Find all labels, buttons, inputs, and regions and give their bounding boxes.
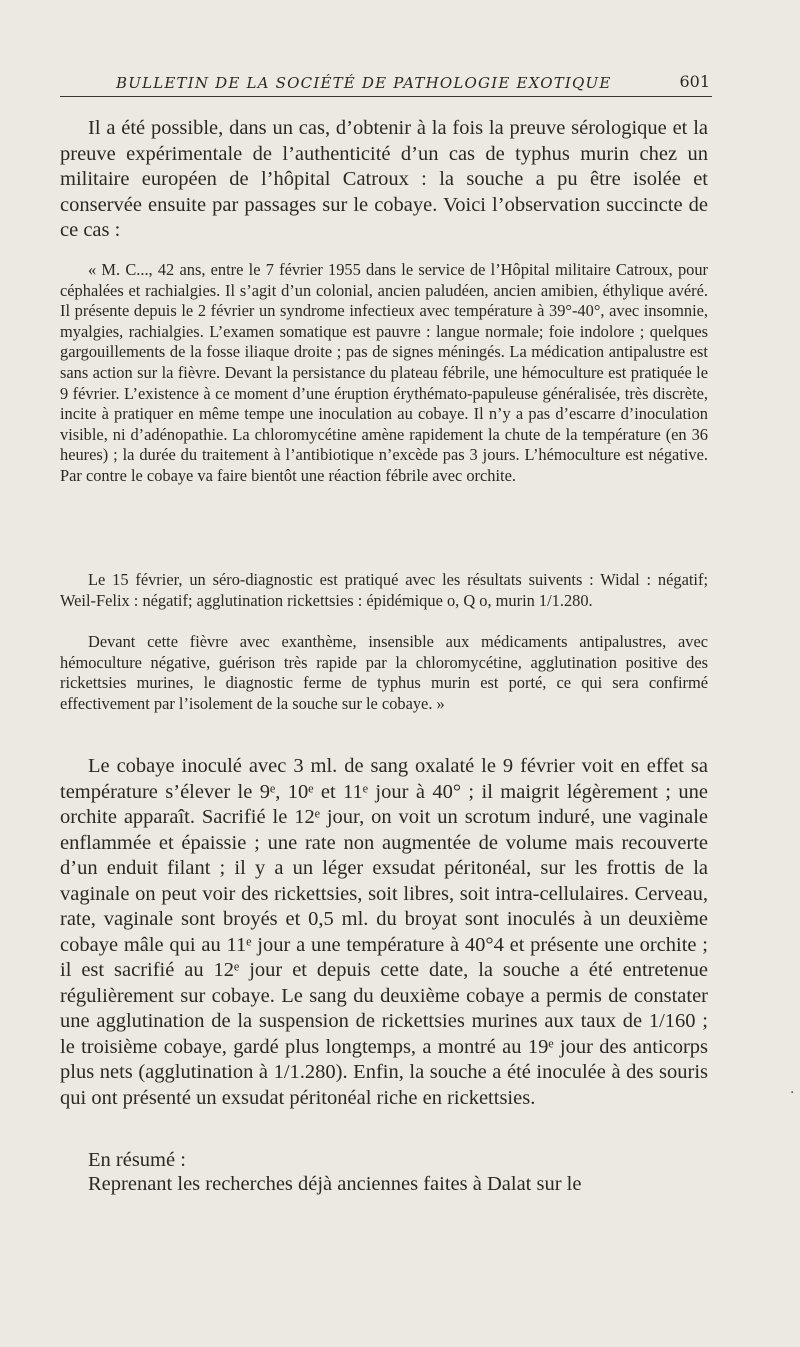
paragraph-summary-heading: En résumé :: [88, 1149, 186, 1171]
margin-dot: ·: [790, 1085, 795, 1101]
page-header: [60, 64, 712, 97]
quote-observation: « M. C..., 42 ans, entre le 7 février 1955 dans le service de l’Hôpital militaire Catroux, pour céphalées et rachialgies. Il s’agit d’un colonial, ancien paludéen, ancien amibien, éthylique avéré. Il présente depuis le 2 février un syndrome infectieux avec température à 39°-40°, avec insomnie, myalgies, rachialgies. L’examen somatique est pauvre : langue normale; foie indolore ; quelques gargouillements de la fosse iliaque droite ; pas de signes méningés. La médication antipalustre est sans action sur la fièvre. Devant la persistance du plateau fébrile, une hémoculture est pratiquée le 9 février. L’existence à ce moment d’une éruption érythémato-papuleuse généralisée, très discrète, incite à pratiquer en même tempe une inoculation au cobaye. Il n’y a pas d’escarre d’inoculation visible, ni d’adénopathie. La chloromycétine amène rapidement la chute de la température (en 36 heures) ; la durée du traitement à l’antibiotique n’excède pas 3 jours. L’hémoculture est négative. Par contre le cobaye va faire bientôt une réaction fébrile avec orchite.: [60, 260, 708, 485]
quote-serodiagnostic: Le 15 février, un séro-diagnostic est pratiqué avec les résultats suivents : Widal : négatif; Weil-Felix : négatif; agglutination rickettsies : épidémique o, Q o, murin 1/1.280.: [60, 570, 708, 610]
quote-diagnosis: Devant cette fièvre avec exanthème, insensible aux médicaments antipalustres, avec hémoculture négative, guérison très rapide par la chloromycétine, agglutination positive des rickettsies murines, le diagnostic ferme de typhus murin est porté, ce qui sera confirmé effectivement par l’isolement de la souche sur le cobaye. »: [60, 632, 708, 713]
paragraph-intro: Il a été possible, dans un cas, d’obtenir à la fois la preuve sérologique et la preuve expérimentale de l’authenticité d’un cas de typhus murin chez un militaire européen de l’hôpital Catroux : la souche a pu être isolée et conservée ensuite par passages sur le cobaye. Voici l’observation succincte de ce cas :: [60, 117, 708, 241]
page-number: 601: [679, 72, 710, 91]
running-title: BULLETIN DE LA SOCIÉTÉ DE PATHOLOGIE EXOTIQUE: [116, 74, 612, 92]
paragraph-continuation: Reprenant les recherches déjà anciennes faites à Dalat sur le: [88, 1173, 582, 1195]
paragraph-guinea-pig: Le cobaye inoculé avec 3 ml. de sang oxalaté le 9 février voit en effet sa température s’élever le 9ᵉ, 10ᵉ et 11ᵉ jour à 40° ; il maigrit légèrement ; une orchite apparaît. Sacrifié le 12ᵉ jour, on voit un scrotum induré, une vaginale enflammée et épaissie ; une rate non augmentée de volume mais recouverte d’un enduit filant ; il y a un léger exsudat péritonéal, sur les frottis de la vaginale on peut voir des rickettsies, soit libres, soit intra-cellulaires. Cerveau, rate, vaginale sont broyés et 0,5 ml. du broyat sont inoculés à un deuxième cobaye mâle qui au 11ᵉ jour a une température à 40°4 et présente une orchite ; il est sacrifié au 12ᵉ jour et depuis cette date, la souche a été entretenue régulièrement sur cobaye. Le sang du deuxième cobaye a permis de constater une agglutination de la suspension de rickettsies murines aux taux de 1/160 ; le troisième cobaye, gardé plus longtemps, a montré au 19ᵉ jour des anticorps plus nets (agglutination à 1/1.280). Enfin, la souche a été inoculée à des souris qui ont présenté un exsudat péritonéal riche en rickettsies.: [60, 755, 708, 1109]
